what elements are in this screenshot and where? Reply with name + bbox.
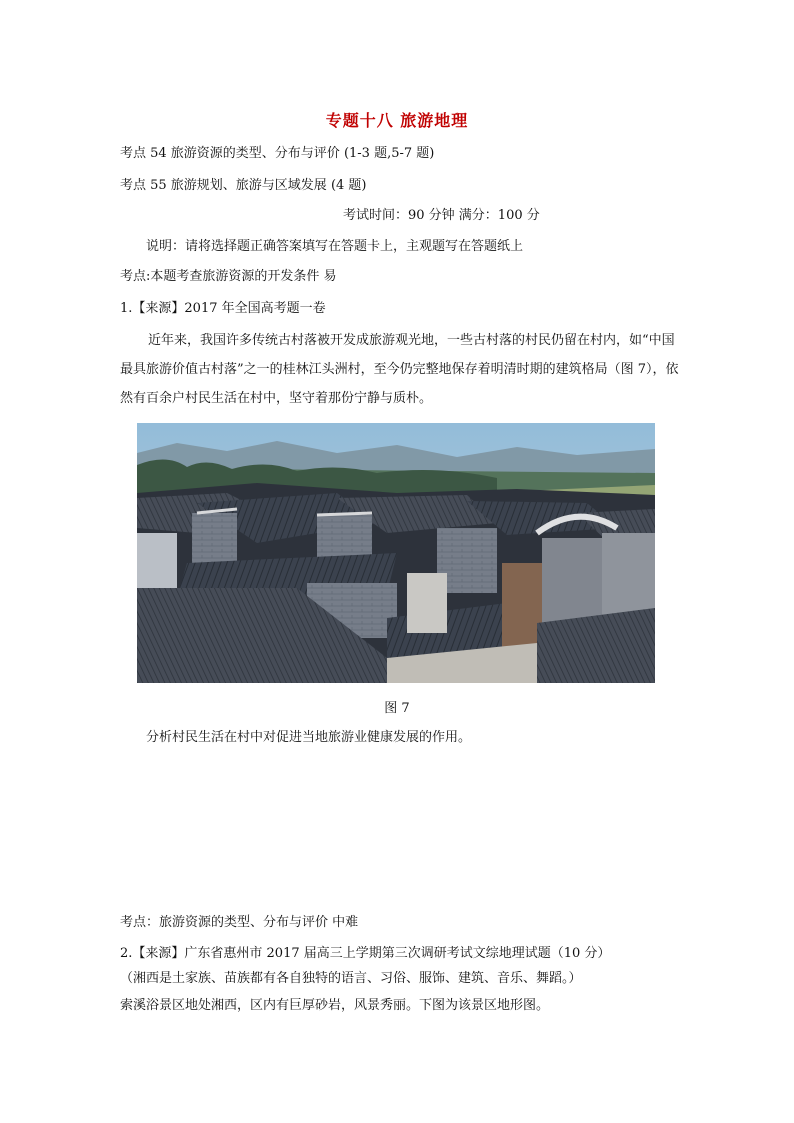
instruction: 说明：请将选择题正确答案填写在答题卡上，主观题写在答题纸上 xyxy=(146,239,524,254)
q1-text: 近年来，我国许多传统古村落被开发成旅游观光地，一些古村落的村民仍留在村内，如“中国最具旅游价值古村落”之一的桂林江头洲村，至今仍完整地保存着明清时期的建筑格局（图 7），依然有百余户村民生活在村中，坚守着那份宁静与质朴。 xyxy=(120,333,679,406)
q2-kaodian: 考点：旅游资源的类型、分布与评价 中难 xyxy=(120,915,359,930)
figure-caption: 图 7 xyxy=(384,701,410,716)
village-photo xyxy=(137,423,655,683)
q1-question: 分析村民生活在村中对促进当地旅游业健康发展的作用。 xyxy=(146,730,472,745)
kaodian-55: 考点 55 旅游规划、旅游与区域发展 (4 题) xyxy=(120,178,367,193)
village-illustration xyxy=(137,423,655,683)
q1-kaodian: 考点:本题考查旅游资源的开发条件 易 xyxy=(120,269,337,284)
q1-source: 1.【来源】2017 年全国高考题一卷 xyxy=(120,301,326,316)
q2-source: 2.【来源】广东省惠州市 2017 届高三上学期第三次调研考试文综地理试题（10 分） xyxy=(120,946,611,961)
q2-note: （湘西是土家族、苗族都有各自独特的语言、习俗、服饰、建筑、音乐、舞蹈。） xyxy=(120,971,582,986)
kaodian-54: 考点 54 旅游资源的类型、分布与评价 (1-3 题,5-7 题) xyxy=(120,146,435,161)
exam-info: 考试时间：90 分钟 满分：100 分 xyxy=(343,208,540,223)
q2-text: 索溪浴景区地处湘西，区内有巨厚砂岩，风景秀丽。下图为该景区地形图。 xyxy=(120,998,550,1013)
page-title: 专题十八 旅游地理 xyxy=(325,111,469,130)
